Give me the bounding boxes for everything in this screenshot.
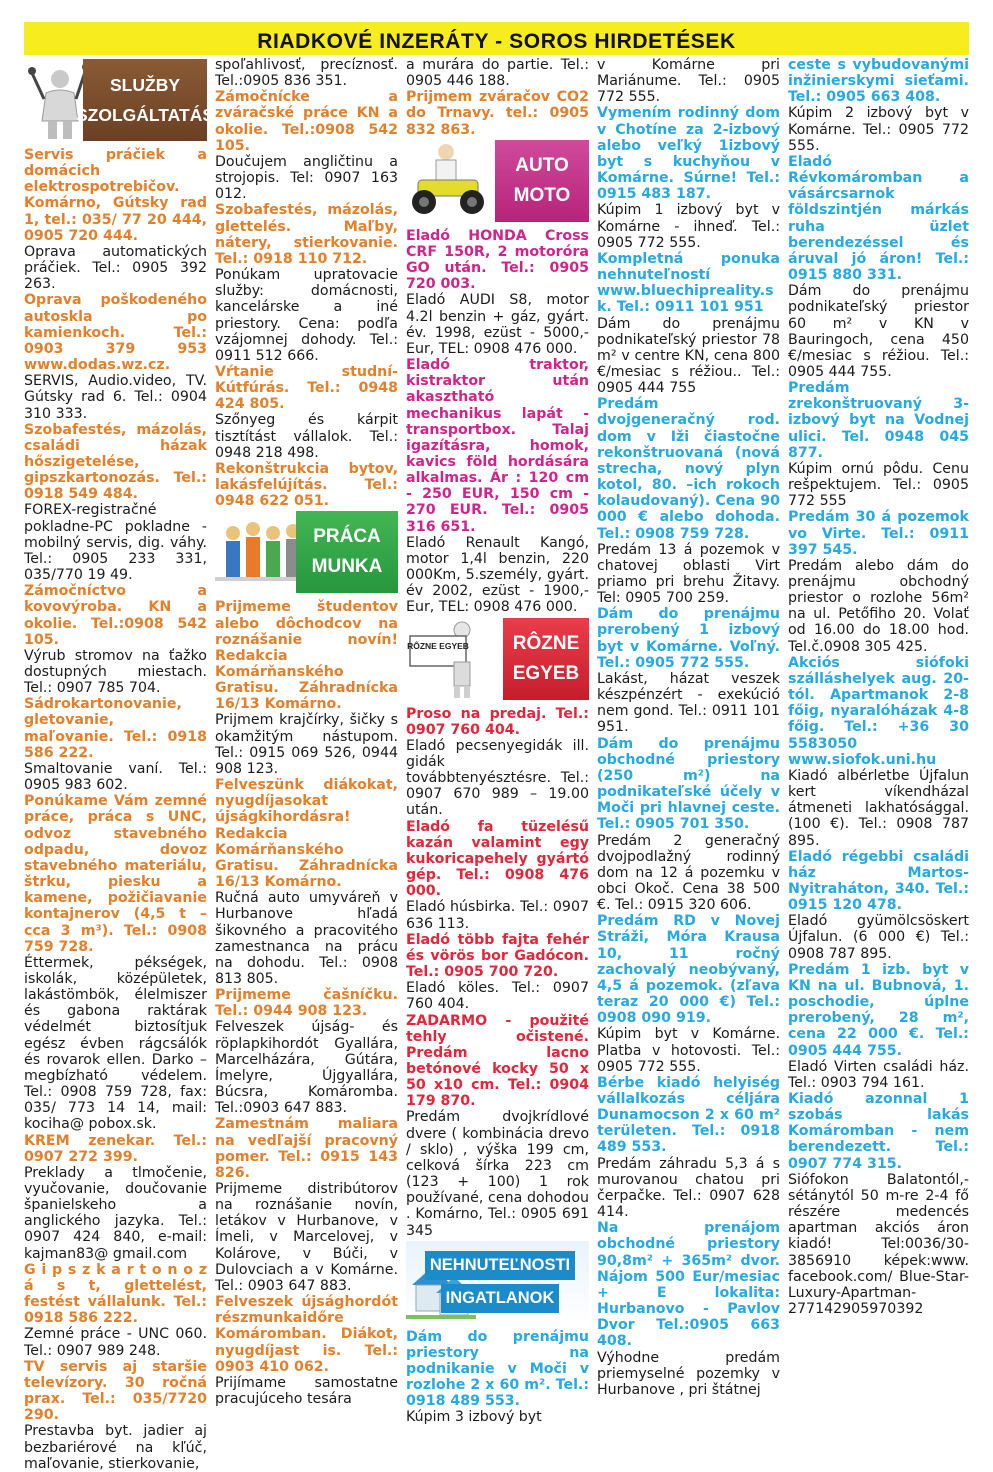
misc-sign-text: RÔZNE EGYEB: [407, 640, 469, 651]
banner-misc-line1: RÔZNE: [512, 632, 580, 654]
classified-ad: Predám 30 á pozemok vo Virte. Tel.: 0911 397 545.: [788, 509, 969, 558]
column-5: [788, 57, 969, 1392]
classified-ad: Eladó köles. Tel.: 0907 760 404.: [406, 980, 589, 1013]
classified-ad: Predám zrekonštruovaný 3-izbový byt na Vodnej ulici. Tel. 0948 045 877.: [788, 380, 969, 461]
classified-ad: Dám do prenájmu podnikateľský priestor 78 m² v centre KN, cena 800 €/mesiac s réžiou.. Tel.: 0905 444 755: [597, 315, 780, 397]
banner-work-line1: PRÁCA: [313, 526, 381, 548]
classified-ad: SERVIS, Audio.video, TV. Gútsky rad 6. Tel.: 0904 310 333.: [24, 373, 207, 422]
classified-ad: Proso na predaj. Tel.: 0907 760 404.: [406, 705, 589, 738]
classified-ad: Predám dvojgeneračný rod. dom v Iži čiastočne rekonštruovaná (nová strecha, nový plyn kotol, 80. –ich rokoch kolaudovaný). Cena 90 000 € alebo dohoda. Tel.: 0908 759 728.: [597, 396, 780, 542]
classified-ad: Dám do prenájmu priestory na podnikanie v Moči v rozlohe 2 x 60 m². Tel.: 0918 489 553.: [406, 1328, 589, 1410]
classified-ad: Eladó traktor, kistraktor után akasztható mechanikus lapát - transportbox. Talaj igazításra, homok, kavics föld hordására alkalmas. Ár : 120 cm - 250 EUR, 150 cm - 270 EUR. Tel.: 0905 316 651.: [406, 357, 589, 535]
banner-misc-plate: [503, 618, 589, 700]
classified-ad: Eladó fa tüzelésű kazán valamint egy kukoricapehely gyártó gép. Tel.: 0908 476 000.: [406, 818, 589, 900]
banner-services-line1: SLUŽBY: [110, 75, 180, 95]
classified-ad: Eladó Révkomáromban a vásárcsarnok földszintjén márkás ruha üzlet berendezéssel és áruval jó áron! Tel.: 0915 880 331.: [788, 153, 969, 284]
classified-ad: Szobafestés, mázolás, glettelés. Maľby, nátery, stierkovanie. Tel.: 0918 110 712.: [215, 202, 398, 267]
classified-ad: Eladó több fajta fehér és vörös bor Gadócon. Tel.: 0905 700 720.: [406, 931, 589, 981]
column-2: [215, 57, 398, 1408]
classified-ad: ZADARMO - použité tehly očistené. Predám lacno betónové kocky 50 x 50 x10 cm. Tel.: 0904 179 870.: [406, 1012, 589, 1110]
banner-real-estate-line1: NEHNUTEĽNOSTI: [425, 1251, 575, 1280]
classified-ad: Oprava automatických práčiek. Tel.: 0905 392 263.: [24, 243, 207, 293]
classified-ad: Predám 2 generačný dvojpodlažný rodinný dom na 12 á pozemku v obci Okoč. Cena 38 500 €. Tel.: 0915 320 606.: [597, 832, 780, 914]
page-header: [24, 22, 969, 55]
ad-list: [215, 57, 398, 509]
ad-list: [597, 57, 780, 1398]
classified-ad: Felveszünk diákokat, nyugdíjasokat újságkihordásra! Redakcia Komárňanského Gratisu. Záhradnícka 16/13 Komárno.: [215, 777, 398, 891]
column-1: [24, 57, 215, 1472]
banner-real-estate-line2: INGATLANOK: [441, 1284, 560, 1313]
classified-ad: Predám 1 izb. byt v KN na ul. Bubnová, 1. poschodie, úplne prerobený, 28 m², cena 22 000 €. Tel.: 0905 444 755.: [788, 961, 969, 1059]
classified-ad: Prijmem krajčírky, šičky s okamžitým nástupom. Tel.: 0915 069 526, 0944 908 123.: [215, 712, 398, 777]
classified-ad: Kiadó albérletbe Újfalun kert víkendházal átmeneti lakhatósággal. (100 €). Tel.: 0908 787 895.: [788, 767, 969, 849]
banner-auto-line1: AUTO: [515, 154, 569, 176]
classified-ad: Prijmeme študentov alebo dôchodcov na roznášanie novín! Redakcia Komárňanského Gratisu. Záhradnícka 16/13 Komárno.: [215, 599, 398, 713]
classified-ad: Eladó Renault Kangó, motor 1,4l benzin, 220 000Km, 5.személy, gyárt. év 2002, ezüst - 1900,-Eur, TEL: 0908 476 000.: [406, 534, 589, 616]
ad-list: [406, 1329, 589, 1426]
classified-ad: Eladó Virten családi ház. Tel.: 0903 794 161.: [788, 1058, 969, 1091]
banner-services: [24, 59, 215, 141]
classified-ad: v Komárne pri Mariánume. Tel.: 0905 772 555.: [597, 57, 780, 106]
workers-icon: [215, 511, 285, 593]
classified-ad: Smaltovanie vaní. Tel.: 0905 983 602.: [24, 760, 207, 794]
classified-ad: Eladó pecsenyegidák ill. gidák továbbtenyésztésre. Tel.: 0907 670 989 – 19.00 után.: [406, 737, 589, 819]
classified-ad: Prijmeme distribútorov na roznášanie novín, letákov v Hurbanove, v Ímeli, v Marcelovej, v Kolárove, v Búči, v Dulovciach a v Komárne. Tel.: 0903 647 883.: [215, 1181, 398, 1294]
classified-ad: Oprava poškodeného autoskla po kamienkoch. Tel.: 0903 379 953 www.dodas.wz.cz.: [24, 292, 207, 374]
classified-ad: Servis práčiek a domácich elektrospotrebičov. Komárno, Gútsky rad 1, tel.: 035/ 77 20 444, 0905 720 444.: [24, 147, 207, 244]
classified-ad: Felveszek újsághordót részmunkaidőre Komáromban. Diákot, nyugdíjast is. Tel.: 0903 410 062.: [215, 1294, 398, 1375]
classified-ad: Eladó régebbi családi ház Martos-Nyitraháton, 340. Tel.: 0915 120 478.: [788, 848, 969, 914]
classified-ad: Lakást, házat veszek készpénzért - exekúció nem gond. Tel.: 0911 101 951.: [597, 670, 780, 736]
banner-auto-line2: MOTO: [513, 184, 571, 206]
classified-ad: KREM zenekar. Tel.: 0907 272 399.: [24, 1132, 207, 1165]
classified-ad: Preklady a tlmočenie, vyučovanie, doučovanie španielskeho a anglického jazyka. Tel.: 0907 424 840, e-mail: kajman83@ gmail.com: [24, 1164, 207, 1262]
ad-list: [788, 57, 969, 1317]
banner-real-estate: [406, 1241, 589, 1323]
classified-ad: spoľahlivosť, precíznosť. Tel.:0905 836 351.: [215, 57, 398, 90]
classified-ad: Eladó AUDI S8, motor 4.2l benzin + gáz, gyárt. év. 1998, ezüst - 5000,- Eur, TEL: 0908 476 000.: [406, 292, 589, 357]
quad-bike-icon: [406, 140, 476, 222]
classified-ad: Dám do prenájmu podnikateľský priestor 60 m² v KN v Bauringoch, cena 450 €/mesiac s réžiou. Tel.: 0905 444 755.: [788, 283, 969, 380]
classified-ad: Dám do prenájmu obchodné priestory (250 m²) na podnikateľské účely v Moči pri hlavnej ceste. Tel.: 0905 701 350.: [597, 735, 780, 833]
classified-ad: Výrub stromov na ťažko dostupných miestach. Tel.: 0907 785 704.: [24, 647, 207, 697]
classified-ad: Kiadó azonnal 1 szobás lakás Komáromban - nem berendezett. Tel.: 0907 774 315.: [788, 1091, 969, 1172]
classified-ad: a murára do partie. Tel.: 0905 446 188.: [406, 57, 589, 90]
classified-ad: G i p s z k a r t o n o z á s t, glettelést, festést vállalunk. Tel.: 0918 586 222.: [24, 1261, 207, 1327]
classified-ad: FOREX-registračné pokladne-PC pokladne -mobilný servis, dig. váhy. Tel.: 0905 233 331, 035/770 19 49.: [24, 502, 207, 584]
classified-ad: Predám RD v Novej Stráži, Móra Krausa 10, 11 ročný zachovalý neobývaný, 4,5 á pozemok. (zľava teraz 20 000 €) Tel.: 0908 090 919.: [597, 913, 780, 1027]
banner-work: [215, 511, 398, 593]
classified-ad: Na prenájom obchodné priestory 90,8m² + 365m² dvor. Nájom 500 Eur/mesiac + E lokalita: Hurbanovo - Pavlov Dvor Tel.:0905 663 408.: [597, 1220, 780, 1350]
ad-list: [24, 147, 207, 1472]
classified-ad: Predám dvojkrídlové dvere ( kombinácia drevo / sklo) , výška 199 cm, celková šírka 223 cm (123 + 100) 1 rok používané, cena dohodou . Komárno, Tel.: 0905 691 345: [406, 1109, 589, 1239]
banner-work-plate: [296, 511, 398, 593]
banner-services-plate: [75, 59, 215, 141]
banner-misc-line2: EGYEB: [512, 662, 580, 684]
classified-ad: Sádrokartonovanie, gletovanie, maľovanie. Tel.: 0918 586 222.: [24, 696, 207, 761]
classified-ad: Prijmem zváračov CO2 do Trnavy. tel.: 0905 832 863.: [406, 89, 589, 138]
classified-ad: ceste s vybudovanými inžinierskymi sieťami. Tel.: 0905 663 408.: [788, 57, 969, 106]
classified-ad: Ponúkame Vám zemné práce, práca s UNC, odvoz stavebného odpadu, dovoz stavebného materiálu, štrku, piesku a kamene, požičiavanie kontajnerov (4,5 t – cca 3 m³). Tel.: 0908 759 728.: [24, 793, 207, 955]
ad-list: [406, 57, 589, 138]
classified-ad: TV servis aj staršie televízory. 30 ročná prax. Tel.: 035/7720 290.: [24, 1358, 207, 1424]
classified-ad: Szőnyeg és kárpit tisztítást vállalok. Tel.: 0948 218 498.: [215, 412, 398, 461]
classified-ad: Kúpim byt v Komárne. Platba v hotovosti. Tel.: 0905 772 555.: [597, 1026, 780, 1075]
column-4: [597, 57, 780, 1398]
classified-ad: Éttermek, pékségek, iskolák, középületek, lakástömbök, élelmiszer és gabona raktárak védelmét biztosítjuk egész évben rágcsálók és rovarok ellen. Darko – megbízható védelem. Tel.: 0908 759 728, fax: 035/ 773 14 14, mail: kociha@ pobox.sk.: [24, 954, 207, 1133]
banner-work-line2: MUNKA: [311, 556, 383, 578]
banner-misc: [406, 618, 589, 700]
classified-ad: Ručná auto umyváreň v Hurbanove hľadá šikovného a pracovitého zamestnanca na prácu na dohodu. Tel.: 0908 813 805.: [215, 890, 398, 987]
classified-ad: Vŕtanie studní- Kútfúrás. Tel.: 0948 424 805.: [215, 363, 398, 413]
page-title: RIADKOVÉ INZERÁTY - SOROS HIRDETÉSEK: [257, 30, 736, 53]
ad-list: [215, 599, 398, 1407]
ad-list: [406, 228, 589, 616]
banner-auto: [406, 140, 589, 222]
classified-ad: Zámočníctvo a kovovýroba. KN a okolie. Tel.:0908 542 105.: [24, 583, 207, 648]
classified-ad: Kúpim 2 izbový byt v Komárne. Tel.: 0905 772 555.: [788, 105, 969, 154]
ad-list: [406, 706, 589, 1239]
classified-ad: Prijímame samostatne pracujúceho tesára: [215, 1374, 398, 1408]
sign-holder-icon: [406, 618, 476, 700]
classified-ad: Vymením rodinný dom v Chotíne za 2-izbový alebo veľký 1izbový byt s kuchyňou v Komárne. Súrne! Tel.: 0915 483 187.: [597, 105, 780, 203]
classified-ad: Predám 13 á pozemok v chatovej oblasti Virt priamo pri brehu Žitavy. Tel: 0905 700 259.: [597, 541, 780, 607]
classified-ad: Kúpim 1 izbový byt v Komárne - ihneď. Tel.: 0905 772 555.: [597, 202, 780, 251]
banner-services-line2: SZOLGÁLTATÁS: [75, 105, 215, 125]
classified-ad: Bérbe kiadó helyiség vállalkozás céljára Dunamocson 2 x 60 m² területen. Tel.: 0918 489 553.: [597, 1074, 780, 1156]
classified-ad: Rekonštrukcia bytov, lakásfelújítás. Tel.: 0948 622 051.: [215, 460, 398, 510]
classified-ad: Prijmeme čašníčku. Tel.: 0944 908 123.: [215, 987, 398, 1020]
classified-ad: Siófokon Balatontól,- sétánytól 50 m-re 2-4 fő részére medencés apartman akciós áron kiadó! Tel:0036/30-3856910 képek:www. facebook.com/ Blue-Star-Luxury-Apartman-277142905970392: [788, 1171, 969, 1318]
classified-ad: Dám do prenájmu prerobený 1 izbový byt v Komárne. Voľný. Tel.: 0905 772 555.: [597, 606, 780, 671]
classified-ad: Ponúkam upratovacie služby: domácnosti, kancelárske a iné priestory. Cena: podľa vzájomnej dohody. Tel.: 0911 512 666.: [215, 267, 398, 364]
column-3: [406, 57, 589, 1426]
classified-ad: Zámočnícke a zváračské práce KN a okolie. Tel.:0908 542 105.: [215, 89, 398, 154]
classified-ad: Felveszek újság- és röplapkihordót Gyallára, Marcelházára, Gútára, Ímelyre, Újgyallára, Búcsra, Komáromba. Tel.:0903 647 883.: [215, 1019, 398, 1117]
banner-auto-plate: [495, 140, 589, 222]
classified-ad: Szobafestés, mázolás, családi házak hőszigetelése, gipszkartonozás. Tel.: 0918 549 484.: [24, 421, 207, 503]
classified-ad: Akciós siófoki szálláshelyek aug. 20-tól. Apartmanok 2-8 főig, nyaralóházak 4-8 főig. Tel.: +36 30 5583050 www.siofok.uni.hu: [788, 654, 969, 768]
classified-ad: Eladó húsbirka. Tel.: 0907 636 113.: [406, 899, 589, 932]
banner-real-estate-plate: [415, 1241, 585, 1323]
classified-ad: Kompletná ponuka nehnuteľností www.bluechipreality.sk. Tel.: 0911 101 951: [597, 250, 780, 316]
classified-ad: Predám záhradu 5,3 á s murovanou chatou pri čerpačke. Tel.: 0907 628 414.: [597, 1155, 780, 1221]
classified-ad: Doučujem angličtinu a strojopis. Tel: 0907 163 012.: [215, 153, 398, 203]
classified-ad: Zemné práce - UNC 060. Tel.: 0907 989 248.: [24, 1326, 207, 1359]
classified-ad: Prestavba byt. jadier aj bezbariérové na kľúč, maľovanie, stierkovanie,: [24, 1423, 207, 1472]
classified-ad: Eladó HONDA Cross CRF 150R, 2 motoróra GO után. Tel.: 0905 720 003.: [406, 227, 589, 293]
classified-ad: Zamestnám maliara na vedľajší pracovný pomer. Tel.: 0915 143 826.: [215, 1116, 398, 1181]
classified-ad: Eladó gyümölcsöskert Újfalun. (6 000 €) Tel.: 0908 787 895.: [788, 913, 969, 962]
classified-ad: Výhodne predám priemyselné pozemky v Hurbanove , pri štátnej: [597, 1349, 780, 1398]
classified-ad: Kúpim ornú pôdu. Cenu rešpektujem. Tel.: 0905 772 555: [788, 460, 969, 510]
classified-ad: Predám alebo dám do prenájmu obchodný priestor o rozlohe 56m² na ul. Petőfiho 20. Volať od 16.00 do 18.00 hod. Tel.č.0908 305 425.: [788, 557, 969, 655]
classified-ad: Kúpim 3 izbový byt: [406, 1409, 542, 1426]
